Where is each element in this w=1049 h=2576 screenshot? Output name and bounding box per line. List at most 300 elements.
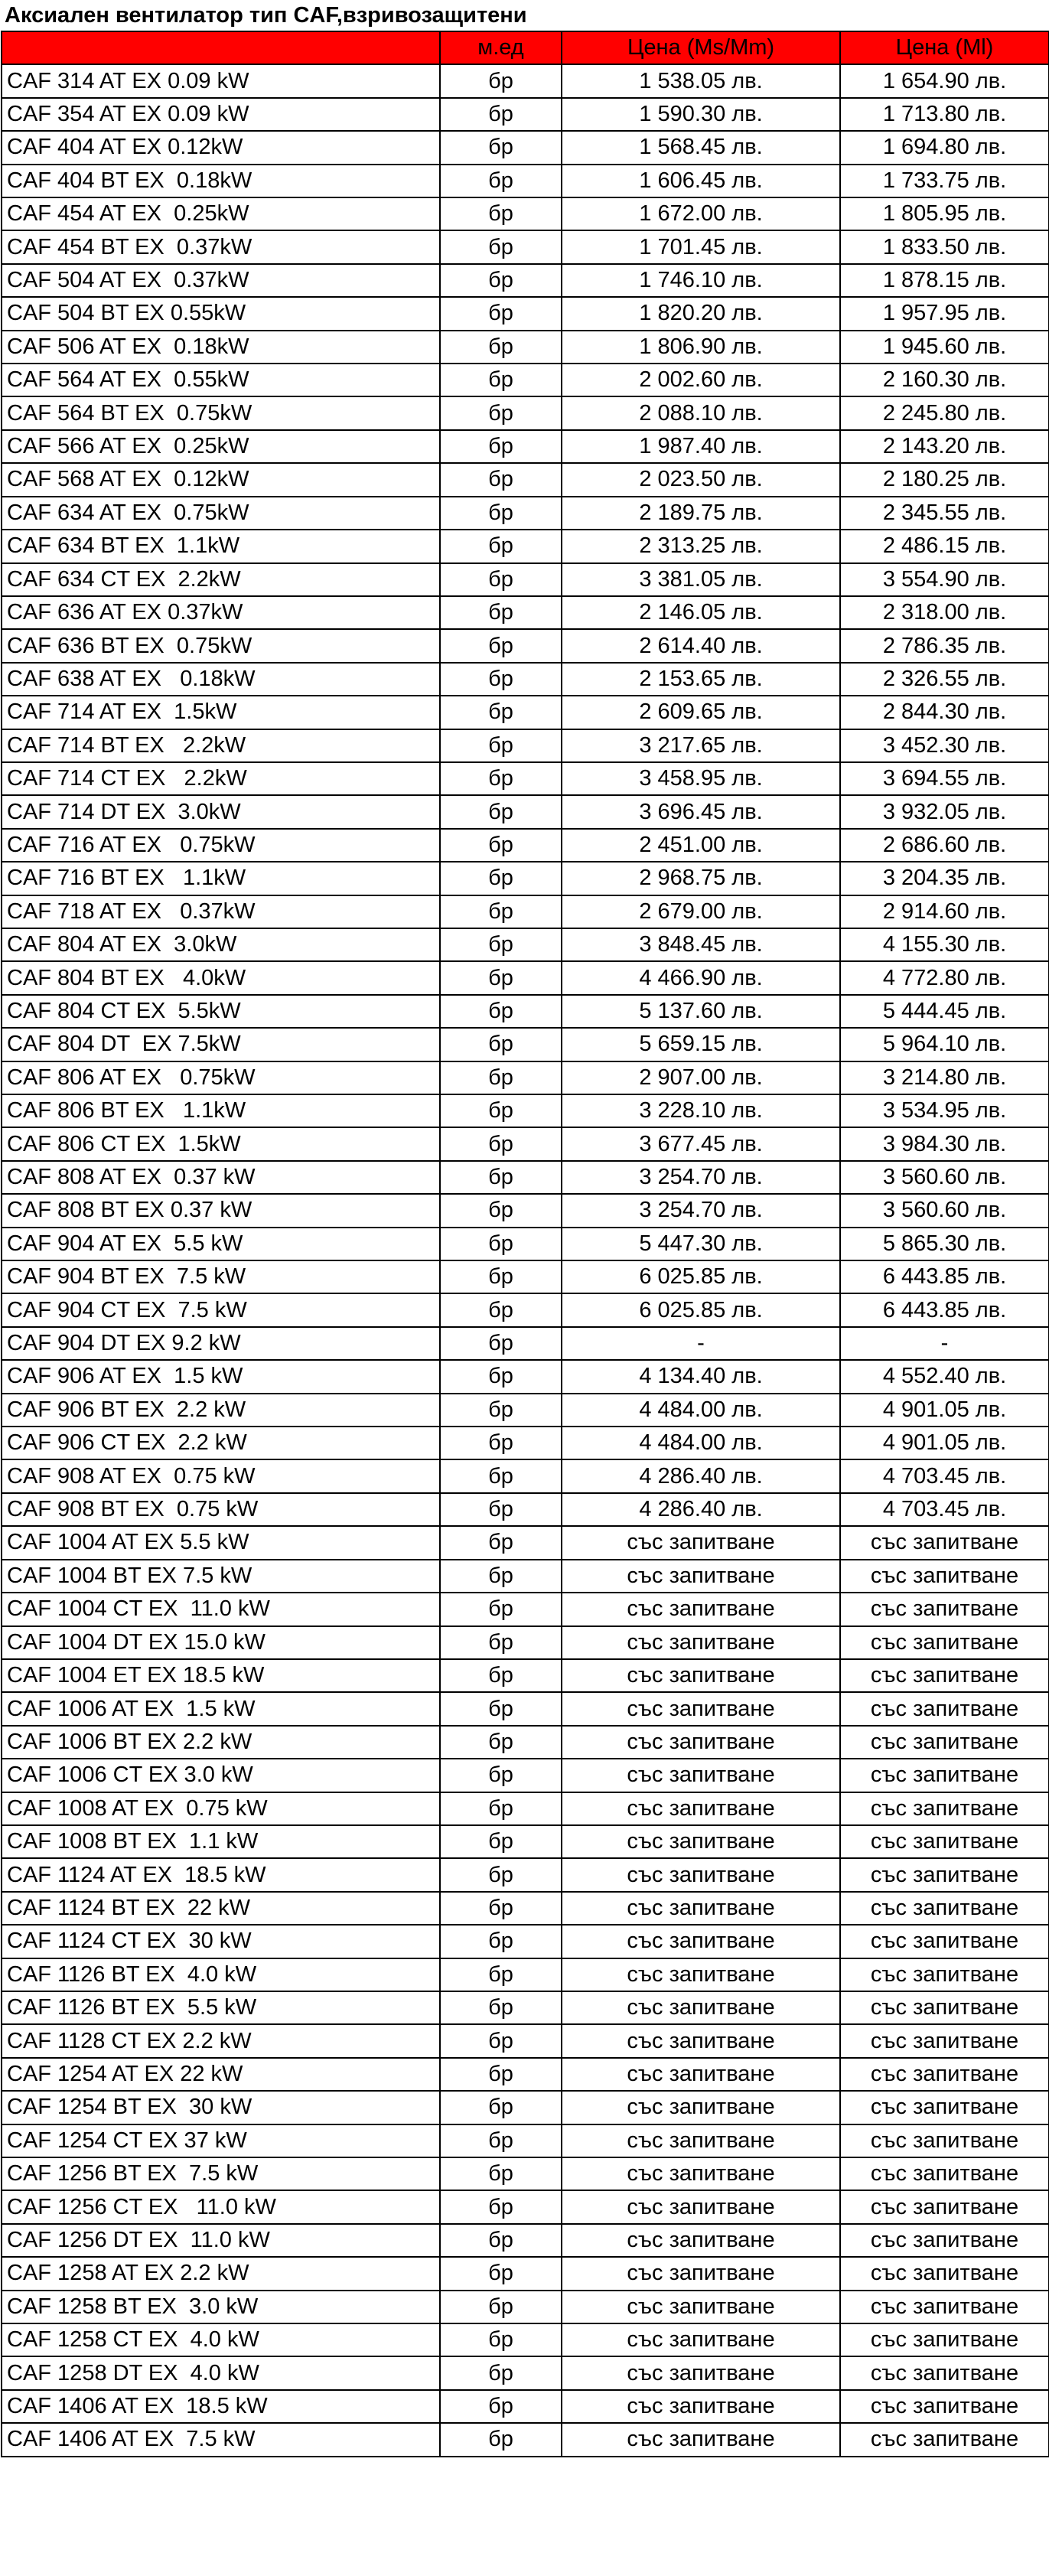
unit-cell[interactable]: бр [440,2291,562,2323]
unit-cell[interactable]: бр [440,2323,562,2356]
price-ms-mm-cell[interactable]: със запитване [562,2356,840,2389]
unit-cell[interactable]: бр [440,895,562,928]
unit-cell[interactable]: бр [440,1825,562,1858]
unit-cell[interactable]: бр [440,862,562,895]
product-name-cell[interactable]: CAF 1258 AT EX 2.2 kW [2,2257,440,2290]
product-name-cell[interactable]: CAF 1124 BT EX 22 kW [2,1892,440,1925]
price-ms-mm-cell[interactable]: със запитване [562,1560,840,1593]
price-ms-mm-cell[interactable]: 1 820.20 лв. [562,297,840,330]
product-name-cell[interactable]: CAF 634 AT EX 0.75kW [2,497,440,530]
product-name-cell[interactable]: CAF 904 BT EX 7.5 kW [2,1260,440,1293]
price-ml-cell[interactable]: 3 694.55 лв. [840,762,1049,795]
header-name-cell[interactable] [2,31,440,64]
price-ms-mm-cell[interactable]: със запитване [562,1626,840,1659]
price-ms-mm-cell[interactable]: 5 659.15 лв. [562,1028,840,1061]
price-ms-mm-cell[interactable]: 2 023.50 лв. [562,463,840,496]
product-name-cell[interactable]: CAF 806 AT EX 0.75kW [2,1061,440,1094]
price-ms-mm-cell[interactable]: 3 696.45 лв. [562,795,840,828]
price-ml-cell[interactable]: със запитване [840,1726,1049,1759]
unit-cell[interactable]: бр [440,1127,562,1160]
unit-cell[interactable]: бр [440,762,562,795]
unit-cell[interactable]: бр [440,131,562,164]
product-name-cell[interactable]: CAF 564 BT EX 0.75kW [2,396,440,429]
price-ms-mm-cell[interactable]: със запитване [562,1692,840,1725]
product-name-cell[interactable]: CAF 1256 BT EX 7.5 kW [2,2157,440,2190]
unit-cell[interactable]: бр [440,165,562,197]
price-ml-cell[interactable]: 1 654.90 лв. [840,64,1049,97]
price-ml-cell[interactable]: 1 805.95 лв. [840,197,1049,230]
price-ms-mm-cell[interactable]: със запитване [562,1925,840,1958]
price-ml-cell[interactable]: 3 932.05 лв. [840,795,1049,828]
price-ml-cell[interactable]: със запитване [840,1792,1049,1825]
product-name-cell[interactable]: CAF 1126 BT EX 5.5 kW [2,1991,440,2024]
price-ms-mm-cell[interactable]: 4 134.40 лв. [562,1360,840,1393]
price-ml-cell[interactable]: 1 694.80 лв. [840,131,1049,164]
price-ml-cell[interactable]: 2 844.30 лв. [840,696,1049,729]
unit-cell[interactable]: бр [440,795,562,828]
price-ms-mm-cell[interactable]: със запитване [562,2157,840,2190]
product-name-cell[interactable]: CAF 1258 DT EX 4.0 kW [2,2356,440,2389]
price-ms-mm-cell[interactable]: 3 254.70 лв. [562,1161,840,1194]
price-ml-cell[interactable]: 1 945.60 лв. [840,331,1049,364]
table-row [2,729,1049,762]
product-name-cell[interactable]: CAF 454 BT EX 0.37kW [2,230,440,263]
unit-cell[interactable]: бр [440,2356,562,2389]
price-ml-cell[interactable]: със запитване [840,1825,1049,1858]
product-name-cell[interactable]: CAF 1126 BT EX 4.0 kW [2,1958,440,1991]
product-name-cell[interactable]: CAF 1004 DT EX 15.0 kW [2,1626,440,1659]
price-ml-cell[interactable]: 6 443.85 лв. [840,1260,1049,1293]
price-ml-cell[interactable]: 5 444.45 лв. [840,995,1049,1028]
table-row [2,1194,1049,1227]
unit-cell[interactable]: бр [440,364,562,396]
price-ms-mm-cell[interactable]: със запитване [562,1659,840,1692]
price-ml-cell[interactable]: 4 772.80 лв. [840,961,1049,994]
product-name-cell[interactable]: CAF 634 BT EX 1.1kW [2,530,440,562]
unit-cell[interactable]: бр [440,1726,562,1759]
table-row [2,928,1049,961]
unit-cell[interactable]: бр [440,663,562,696]
unit-cell[interactable]: бр [440,1659,562,1692]
price-ms-mm-cell[interactable]: 1 538.05 лв. [562,64,840,97]
price-ms-mm-cell[interactable]: със запитване [562,1825,840,1858]
unit-cell[interactable]: бр [440,297,562,330]
unit-cell[interactable]: бр [440,696,562,729]
price-ml-cell[interactable]: 5 865.30 лв. [840,1228,1049,1260]
unit-cell[interactable]: бр [440,1991,562,2024]
unit-cell[interactable]: бр [440,1194,562,1227]
price-ml-cell[interactable]: 2 345.55 лв. [840,497,1049,530]
price-ml-cell[interactable]: 1 957.95 лв. [840,297,1049,330]
price-ml-cell[interactable]: 3 534.95 лв. [840,1094,1049,1127]
unit-cell[interactable]: бр [440,1493,562,1526]
unit-cell[interactable]: бр [440,430,562,463]
product-name-cell[interactable]: CAF 1008 BT EX 1.1 kW [2,1825,440,1858]
product-name-cell[interactable]: CAF 714 CT EX 2.2kW [2,762,440,795]
product-name-cell[interactable]: CAF 804 DT EX 7.5kW [2,1028,440,1061]
product-name-cell[interactable]: CAF 1124 AT EX 18.5 kW [2,1858,440,1891]
price-ml-cell[interactable]: 3 214.80 лв. [840,1061,1049,1094]
unit-cell[interactable]: бр [440,1759,562,1792]
header-unit-cell[interactable]: м.ед [440,31,562,64]
product-name-cell[interactable]: CAF 636 AT EX 0.37kW [2,596,440,629]
unit-cell[interactable]: бр [440,1427,562,1459]
product-name-cell[interactable]: CAF 568 AT EX 0.12kW [2,463,440,496]
unit-cell[interactable]: бр [440,1560,562,1593]
unit-cell[interactable]: бр [440,230,562,263]
unit-cell[interactable]: бр [440,1360,562,1393]
price-ml-cell[interactable]: със запитване [840,2257,1049,2290]
product-name-cell[interactable]: CAF 808 AT EX 0.37 kW [2,1161,440,1194]
price-ms-mm-cell[interactable]: 3 254.70 лв. [562,1194,840,1227]
price-ml-cell[interactable]: със запитване [840,2024,1049,2057]
product-name-cell[interactable]: CAF 354 AT EX 0.09 kW [2,98,440,131]
price-ms-mm-cell[interactable]: 2 153.65 лв. [562,663,840,696]
unit-cell[interactable]: бр [440,961,562,994]
product-name-cell[interactable]: CAF 636 BT EX 0.75kW [2,629,440,662]
unit-cell[interactable]: бр [440,629,562,662]
price-ml-cell[interactable]: със запитване [840,2323,1049,2356]
price-ms-mm-cell[interactable]: 3 677.45 лв. [562,1127,840,1160]
product-name-cell[interactable]: CAF 904 CT EX 7.5 kW [2,1293,440,1326]
price-ms-mm-cell[interactable]: със запитване [562,2091,840,2124]
product-name-cell[interactable]: CAF 714 AT EX 1.5kW [2,696,440,729]
unit-cell[interactable]: бр [440,1958,562,1991]
product-name-cell[interactable]: CAF 314 AT EX 0.09 kW [2,64,440,97]
price-ml-cell[interactable]: със запитване [840,2224,1049,2257]
table-row [2,1560,1049,1593]
unit-cell[interactable]: бр [440,2390,562,2423]
price-ml-cell[interactable]: 2 786.35 лв. [840,629,1049,662]
price-ml-cell[interactable]: със запитване [840,2390,1049,2423]
product-name-cell[interactable]: CAF 806 BT EX 1.1kW [2,1094,440,1127]
unit-cell[interactable]: бр [440,1593,562,1625]
product-name-cell[interactable]: CAF 504 AT EX 0.37kW [2,264,440,297]
price-ms-mm-cell[interactable]: със запитване [562,2190,840,2223]
price-ms-mm-cell[interactable]: 1 746.10 лв. [562,264,840,297]
product-name-cell[interactable]: CAF 718 AT EX 0.37kW [2,895,440,928]
price-ml-cell[interactable]: със запитване [840,1925,1049,1958]
price-ml-cell[interactable]: със запитване [840,1858,1049,1891]
price-ml-cell[interactable]: със запитване [840,1958,1049,1991]
price-ms-mm-cell[interactable]: със запитване [562,2124,840,2157]
unit-cell[interactable]: бр [440,1260,562,1293]
unit-cell[interactable]: бр [440,1228,562,1260]
product-name-cell[interactable]: CAF 1254 AT EX 22 kW [2,2058,440,2091]
price-ml-cell[interactable]: 3 204.35 лв. [840,862,1049,895]
product-name-cell[interactable]: CAF 906 BT EX 2.2 kW [2,1394,440,1427]
unit-cell[interactable]: бр [440,530,562,562]
unit-cell[interactable]: бр [440,2224,562,2257]
unit-cell[interactable]: бр [440,1526,562,1559]
price-ms-mm-cell[interactable]: със запитване [562,2257,840,2290]
price-ml-cell[interactable]: 4 703.45 лв. [840,1493,1049,1526]
price-ms-mm-cell[interactable]: 2 907.00 лв. [562,1061,840,1094]
unit-cell[interactable]: бр [440,1892,562,1925]
price-ml-cell[interactable]: със запитване [840,1560,1049,1593]
product-name-cell[interactable]: CAF 716 BT EX 1.1kW [2,862,440,895]
unit-cell[interactable]: бр [440,1626,562,1659]
unit-cell[interactable]: бр [440,463,562,496]
unit-cell[interactable]: бр [440,2024,562,2057]
table-row [2,2190,1049,2223]
price-ms-mm-cell[interactable]: със запитване [562,2058,840,2091]
unit-cell[interactable]: бр [440,928,562,961]
price-ms-mm-cell[interactable]: със запитване [562,2323,840,2356]
product-name-cell[interactable]: CAF 1258 BT EX 3.0 kW [2,2291,440,2323]
product-name-cell[interactable]: CAF 1124 CT EX 30 kW [2,1925,440,1958]
product-name-cell[interactable]: CAF 638 AT EX 0.18kW [2,663,440,696]
unit-cell[interactable]: бр [440,2058,562,2091]
price-ml-cell[interactable]: 4 703.45 лв. [840,1459,1049,1492]
price-ms-mm-cell[interactable]: със запитване [562,1526,840,1559]
product-name-cell[interactable]: CAF 404 AT EX 0.12kW [2,131,440,164]
unit-cell[interactable]: бр [440,1692,562,1725]
price-ml-cell[interactable]: 6 443.85 лв. [840,1293,1049,1326]
price-ml-cell[interactable]: със запитване [840,2124,1049,2157]
price-ms-mm-cell[interactable]: 2 146.05 лв. [562,596,840,629]
price-ml-cell[interactable]: 1 833.50 лв. [840,230,1049,263]
price-ml-cell[interactable]: 2 318.00 лв. [840,596,1049,629]
product-name-cell[interactable]: CAF 904 DT EX 9.2 kW [2,1327,440,1360]
unit-cell[interactable]: бр [440,1327,562,1360]
header-price-ml-cell[interactable]: Цена (Ml) [840,31,1049,64]
product-name-cell[interactable]: CAF 1004 AT EX 5.5 kW [2,1526,440,1559]
product-name-cell[interactable]: CAF 564 AT EX 0.55kW [2,364,440,396]
price-ms-mm-cell[interactable]: 3 381.05 лв. [562,563,840,596]
product-name-cell[interactable]: CAF 804 BT EX 4.0kW [2,961,440,994]
unit-cell[interactable]: бр [440,1792,562,1825]
product-name-cell[interactable]: CAF 1006 AT EX 1.5 kW [2,1692,440,1725]
price-ms-mm-cell[interactable]: 2 088.10 лв. [562,396,840,429]
product-name-cell[interactable]: CAF 1128 CT EX 2.2 kW [2,2024,440,2057]
product-name-cell[interactable]: CAF 1004 CT EX 11.0 kW [2,1593,440,1625]
price-ml-cell[interactable]: 2 486.15 лв. [840,530,1049,562]
unit-cell[interactable]: бр [440,1925,562,1958]
unit-cell[interactable]: бр [440,1161,562,1194]
product-name-cell[interactable]: CAF 454 AT EX 0.25kW [2,197,440,230]
price-ml-cell[interactable]: със запитване [840,1659,1049,1692]
price-ml-cell[interactable]: 3 560.60 лв. [840,1194,1049,1227]
product-name-cell[interactable]: CAF 1008 AT EX 0.75 kW [2,1792,440,1825]
price-ml-cell[interactable]: със запитване [840,1991,1049,2024]
price-ml-cell[interactable]: 2 686.60 лв. [840,829,1049,862]
unit-cell[interactable]: бр [440,1028,562,1061]
product-name-cell[interactable]: CAF 904 AT EX 5.5 kW [2,1228,440,1260]
product-name-cell[interactable]: CAF 1006 BT EX 2.2 kW [2,1726,440,1759]
product-name-cell[interactable]: CAF 1004 ET EX 18.5 kW [2,1659,440,1692]
price-ms-mm-cell[interactable]: 6 025.85 лв. [562,1260,840,1293]
price-ms-mm-cell[interactable]: 3 217.65 лв. [562,729,840,762]
product-name-cell[interactable]: CAF 1006 CT EX 3.0 kW [2,1759,440,1792]
price-ms-mm-cell[interactable]: 4 286.40 лв. [562,1459,840,1492]
price-ms-mm-cell[interactable]: 2 313.25 лв. [562,530,840,562]
price-ms-mm-cell[interactable]: със запитване [562,2224,840,2257]
product-name-cell[interactable]: CAF 506 AT EX 0.18kW [2,331,440,364]
product-name-cell[interactable]: CAF 1004 BT EX 7.5 kW [2,1560,440,1593]
unit-cell[interactable]: бр [440,2124,562,2157]
price-ml-cell[interactable]: 4 155.30 лв. [840,928,1049,961]
unit-cell[interactable]: бр [440,1858,562,1891]
price-ml-cell[interactable]: със запитване [840,2058,1049,2091]
price-ms-mm-cell[interactable]: 2 679.00 лв. [562,895,840,928]
price-ml-cell[interactable]: със запитване [840,2190,1049,2223]
product-name-cell[interactable]: CAF 908 BT EX 0.75 kW [2,1493,440,1526]
price-ms-mm-cell[interactable]: 5 447.30 лв. [562,1228,840,1260]
price-ml-cell[interactable]: със запитване [840,2423,1049,2456]
price-ms-mm-cell[interactable]: със запитване [562,1858,840,1891]
price-ms-mm-cell[interactable]: 1 672.00 лв. [562,197,840,230]
product-name-cell[interactable]: CAF 1254 CT EX 37 kW [2,2124,440,2157]
price-ml-cell[interactable]: 2 180.25 лв. [840,463,1049,496]
unit-cell[interactable]: бр [440,729,562,762]
product-name-cell[interactable]: CAF 1258 CT EX 4.0 kW [2,2323,440,2356]
price-ml-cell[interactable]: със запитване [840,1692,1049,1725]
table-row [2,1858,1049,1891]
price-ms-mm-cell[interactable]: 4 466.90 лв. [562,961,840,994]
unit-cell[interactable]: бр [440,563,562,596]
unit-cell[interactable]: бр [440,2190,562,2223]
product-name-cell[interactable]: CAF 1406 AT EX 7.5 kW [2,2423,440,2456]
product-name-cell[interactable]: CAF 808 BT EX 0.37 kW [2,1194,440,1227]
price-ms-mm-cell[interactable]: - [562,1327,840,1360]
table-row [2,364,1049,396]
price-ml-cell[interactable]: 1 878.15 лв. [840,264,1049,297]
unit-cell[interactable]: бр [440,1293,562,1326]
price-ml-cell[interactable]: 1 733.75 лв. [840,165,1049,197]
price-ms-mm-cell[interactable]: 1 606.45 лв. [562,165,840,197]
unit-cell[interactable]: бр [440,2157,562,2190]
product-name-cell[interactable]: CAF 908 AT EX 0.75 kW [2,1459,440,1492]
product-name-cell[interactable]: CAF 504 BT EX 0.55kW [2,297,440,330]
product-name-cell[interactable]: CAF 906 AT EX 1.5 kW [2,1360,440,1393]
price-ms-mm-cell[interactable]: 4 484.00 лв. [562,1427,840,1459]
price-ml-cell[interactable]: 3 984.30 лв. [840,1127,1049,1160]
price-ms-mm-cell[interactable]: 2 968.75 лв. [562,862,840,895]
price-ml-cell[interactable]: със запитване [840,2356,1049,2389]
unit-cell[interactable]: бр [440,331,562,364]
price-ml-cell[interactable]: 2 914.60 лв. [840,895,1049,928]
product-name-cell[interactable]: CAF 906 CT EX 2.2 kW [2,1427,440,1459]
product-name-cell[interactable]: CAF 804 AT EX 3.0kW [2,928,440,961]
product-name-cell[interactable]: CAF 1254 BT EX 30 kW [2,2091,440,2124]
unit-cell[interactable]: бр [440,98,562,131]
price-ml-cell[interactable]: 2 326.55 лв. [840,663,1049,696]
price-ms-mm-cell[interactable]: със запитване [562,2024,840,2057]
price-ms-mm-cell[interactable]: със запитване [562,1593,840,1625]
price-ml-cell[interactable]: със запитване [840,1892,1049,1925]
unit-cell[interactable]: бр [440,1394,562,1427]
price-ml-cell[interactable]: 3 452.30 лв. [840,729,1049,762]
price-ms-mm-cell[interactable]: 3 458.95 лв. [562,762,840,795]
unit-cell[interactable]: бр [440,197,562,230]
unit-cell[interactable]: бр [440,2423,562,2456]
price-ml-cell[interactable]: 4 901.05 лв. [840,1394,1049,1427]
price-ms-mm-cell[interactable]: 6 025.85 лв. [562,1293,840,1326]
unit-cell[interactable]: бр [440,396,562,429]
product-name-cell[interactable]: CAF 804 CT EX 5.5kW [2,995,440,1028]
unit-cell[interactable]: бр [440,497,562,530]
price-ms-mm-cell[interactable]: със запитване [562,2291,840,2323]
price-ms-mm-cell[interactable]: 1 590.30 лв. [562,98,840,131]
price-ms-mm-cell[interactable]: 2 189.75 лв. [562,497,840,530]
unit-cell[interactable]: бр [440,995,562,1028]
unit-cell[interactable]: бр [440,64,562,97]
price-ml-cell[interactable]: 4 552.40 лв. [840,1360,1049,1393]
price-ml-cell[interactable]: 5 964.10 лв. [840,1028,1049,1061]
product-name-cell[interactable]: CAF 714 BT EX 2.2kW [2,729,440,762]
price-ml-cell[interactable]: със запитване [840,1593,1049,1625]
product-name-cell[interactable]: CAF 404 BT EX 0.18kW [2,165,440,197]
price-ms-mm-cell[interactable]: 5 137.60 лв. [562,995,840,1028]
table-row [2,1991,1049,2024]
price-ms-mm-cell[interactable]: със запитване [562,1991,840,2024]
price-ml-cell[interactable]: със запитване [840,2291,1049,2323]
price-ml-cell[interactable]: със запитване [840,2091,1049,2124]
price-ml-cell[interactable]: със запитване [840,1526,1049,1559]
price-ms-mm-cell[interactable]: 2 614.40 лв. [562,629,840,662]
price-ml-cell[interactable]: със запитване [840,1759,1049,1792]
product-name-cell[interactable]: CAF 1256 DT EX 11.0 kW [2,2224,440,2257]
price-ms-mm-cell[interactable]: със запитване [562,1892,840,1925]
unit-cell[interactable]: бр [440,264,562,297]
price-ms-mm-cell[interactable]: 4 286.40 лв. [562,1493,840,1526]
price-ml-cell[interactable]: 2 143.20 лв. [840,430,1049,463]
price-ml-cell[interactable]: 3 560.60 лв. [840,1161,1049,1194]
price-ms-mm-cell[interactable]: 4 484.00 лв. [562,1394,840,1427]
header-price-ms-mm-cell[interactable]: Цена (Ms/Mm) [562,31,840,64]
product-name-cell[interactable]: CAF 1406 AT EX 18.5 kW [2,2390,440,2423]
product-name-cell[interactable]: CAF 716 AT EX 0.75kW [2,829,440,862]
unit-cell[interactable]: бр [440,1459,562,1492]
price-ms-mm-cell[interactable]: със запитване [562,1759,840,1792]
price-ml-cell[interactable]: - [840,1327,1049,1360]
price-ml-cell[interactable]: 1 713.80 лв. [840,98,1049,131]
unit-cell[interactable]: бр [440,2091,562,2124]
product-name-cell[interactable]: CAF 806 CT EX 1.5kW [2,1127,440,1160]
price-ms-mm-cell[interactable]: със запитване [562,1958,840,1991]
unit-cell[interactable]: бр [440,596,562,629]
price-ms-mm-cell[interactable]: 1 987.40 лв. [562,430,840,463]
product-name-cell[interactable]: CAF 566 AT EX 0.25kW [2,430,440,463]
price-ms-mm-cell[interactable]: 2 451.00 лв. [562,829,840,862]
unit-cell[interactable]: бр [440,829,562,862]
price-ml-cell[interactable]: със запитване [840,2157,1049,2190]
price-ml-cell[interactable]: 4 901.05 лв. [840,1427,1049,1459]
price-ms-mm-cell[interactable]: със запитване [562,1726,840,1759]
price-ms-mm-cell[interactable]: със запитване [562,2390,840,2423]
price-ml-cell[interactable]: 3 554.90 лв. [840,563,1049,596]
price-ml-cell[interactable]: 2 245.80 лв. [840,396,1049,429]
product-name-cell[interactable]: CAF 1256 CT EX 11.0 kW [2,2190,440,2223]
price-ms-mm-cell[interactable]: 3 848.45 лв. [562,928,840,961]
price-ms-mm-cell[interactable]: със запитване [562,2423,840,2456]
unit-cell[interactable]: бр [440,2257,562,2290]
price-ms-mm-cell[interactable]: 2 002.60 лв. [562,364,840,396]
unit-cell[interactable]: бр [440,1094,562,1127]
unit-cell[interactable]: бр [440,1061,562,1094]
price-ms-mm-cell[interactable]: 1 568.45 лв. [562,131,840,164]
price-ml-cell[interactable]: 2 160.30 лв. [840,364,1049,396]
price-ms-mm-cell[interactable]: 1 806.90 лв. [562,331,840,364]
price-ms-mm-cell[interactable]: 3 228.10 лв. [562,1094,840,1127]
price-ms-mm-cell[interactable]: 2 609.65 лв. [562,696,840,729]
price-ms-mm-cell[interactable]: със запитване [562,1792,840,1825]
price-ml-cell[interactable]: със запитване [840,1626,1049,1659]
price-ms-mm-cell[interactable]: 1 701.45 лв. [562,230,840,263]
product-name-cell[interactable]: CAF 714 DT EX 3.0kW [2,795,440,828]
product-name-cell[interactable]: CAF 634 CT EX 2.2kW [2,563,440,596]
